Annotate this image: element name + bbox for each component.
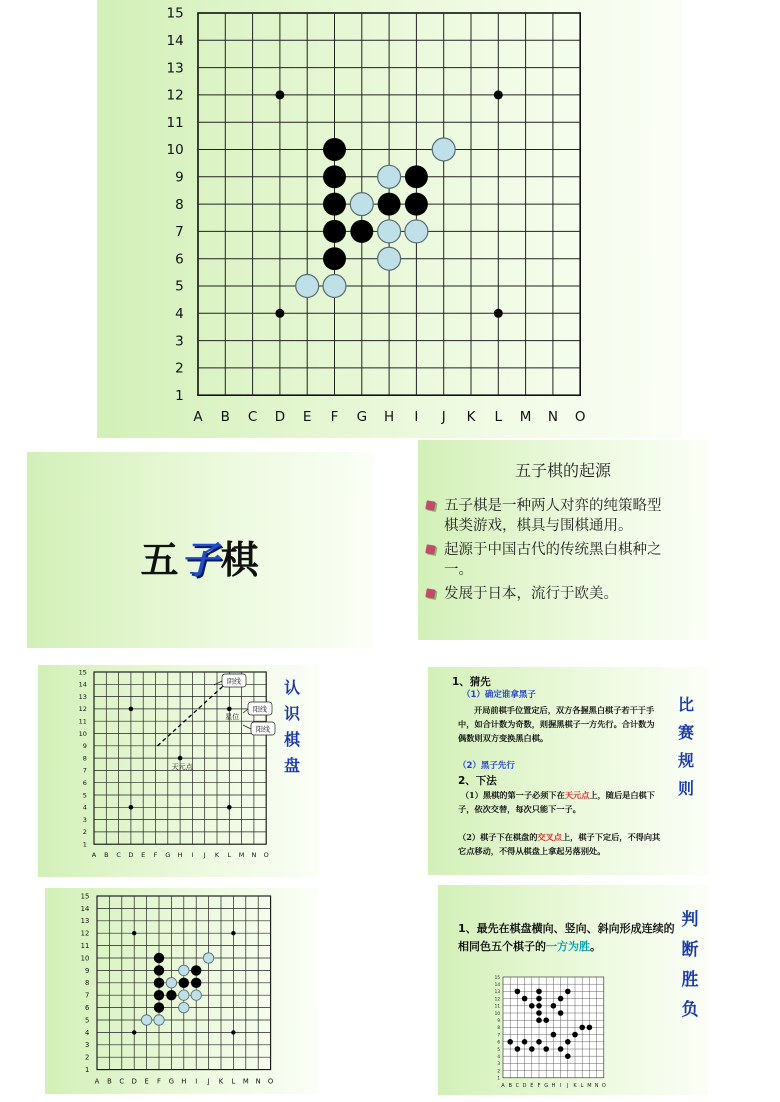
yang-line-label-2: 阳线 [256, 725, 270, 734]
mini-black-stone [536, 1039, 542, 1045]
mini-black-stone [558, 996, 564, 1002]
mini-black-stone [551, 1032, 557, 1038]
black-stone [191, 978, 201, 988]
row-label: 15 [78, 668, 87, 677]
row-label: 10 [80, 954, 90, 963]
mini-column-label: I [559, 1082, 562, 1089]
column-label: E [141, 851, 146, 860]
mini-row-label: 14 [494, 982, 500, 987]
slide-large-board [97, 0, 682, 438]
row-label: 7 [82, 766, 87, 775]
column-label: K [214, 851, 220, 860]
column-label: I [191, 851, 194, 860]
row-label: 15 [80, 892, 90, 901]
origin-list [426, 496, 671, 608]
row-label: 12 [80, 929, 90, 938]
mini-row-label: 4 [497, 1054, 500, 1059]
column-label: D [274, 409, 286, 426]
row-label: 4 [84, 1028, 90, 1037]
mini-column-label: H [551, 1082, 556, 1089]
bullet-icon [425, 500, 435, 510]
mini-column-label: B [508, 1082, 512, 1089]
black-stone [323, 138, 346, 161]
row-label: 5 [84, 1016, 90, 1025]
mini-black-stone [558, 1010, 564, 1016]
row-label: 9 [82, 742, 87, 751]
column-label: F [330, 409, 339, 426]
row-label: 13 [166, 60, 184, 77]
column-label: B [107, 1077, 112, 1086]
column-label: E [302, 409, 312, 426]
row-label: 1 [175, 387, 184, 404]
white-stone [179, 1002, 189, 1012]
mini-column-label: L [580, 1082, 584, 1089]
row-label: 3 [82, 815, 87, 824]
mini-row-label: 3 [497, 1061, 500, 1067]
black-stone [323, 165, 346, 188]
white-stone [179, 965, 189, 975]
row-label: 15 [166, 5, 184, 22]
star-point [275, 309, 284, 318]
star-point [494, 309, 503, 318]
mini-row-label: 2 [497, 1068, 500, 1074]
go-board-mini [438, 885, 708, 1095]
black-stone [323, 247, 346, 270]
bullet-icon [425, 544, 435, 554]
column-label: C [119, 1077, 125, 1086]
mini-row-label: 7 [497, 1032, 500, 1038]
column-label: B [220, 409, 230, 426]
column-label: N [255, 1077, 261, 1086]
row-label: 2 [82, 828, 87, 837]
black-stone [405, 193, 428, 216]
mini-black-stone [565, 989, 571, 995]
slide-small-board [45, 888, 318, 1094]
row-label: 7 [84, 991, 90, 1000]
mini-black-stone [579, 1025, 585, 1031]
row-label: 2 [84, 1053, 90, 1062]
white-stone [296, 275, 319, 298]
rule-para-1: 开局前棋手位置定后，双方各握黑白棋子若干于手中，如合计数为奇数，则握黑棋子一方先行。合计数为偶数则双方变换黑白棋。 [458, 705, 655, 743]
mini-row-label: 15 [494, 974, 500, 980]
black-stone [154, 990, 164, 1000]
column-label: M [238, 851, 245, 860]
column-label: J [203, 851, 206, 860]
row-label: 5 [175, 278, 184, 295]
win-text: 1、最先在棋盘横向、竖向、斜向形成连续的相同色五个棋子的一方为胜。 [458, 922, 675, 953]
star-point [129, 805, 134, 810]
column-label: A [91, 851, 97, 860]
black-stone [350, 220, 373, 243]
mini-column-label: F [537, 1082, 541, 1089]
rule-heading-2: 2、下法 [458, 775, 497, 787]
row-label: 7 [175, 224, 184, 241]
white-stone [166, 978, 176, 988]
white-stone [203, 953, 213, 963]
yang-line-label: 阳线 [253, 705, 267, 714]
origin-item: 发展于日本，流行于欧美。 [426, 584, 671, 604]
column-label: O [574, 409, 586, 426]
row-label: 5 [82, 791, 87, 800]
column-label: E [144, 1077, 149, 1086]
column-label: O [263, 851, 269, 860]
column-label: J [441, 409, 446, 426]
mini-column-label: C [515, 1082, 520, 1089]
row-label: 4 [82, 803, 87, 812]
row-label: 1 [82, 840, 87, 849]
star-point [231, 1030, 235, 1034]
mini-black-stone [515, 989, 521, 995]
origin-title: 五子棋的起源 [514, 461, 611, 480]
black-stone [191, 965, 201, 975]
origin-item: 五子棋是一种两人对弈的纯策略型棋类游戏，棋具与围棋通用。 [426, 496, 671, 536]
mini-black-stone [558, 1046, 564, 1052]
star-point [494, 90, 503, 99]
column-label: G [165, 851, 171, 860]
column-label: L [494, 409, 503, 426]
column-label: H [177, 851, 183, 860]
mini-black-stone [536, 1017, 542, 1023]
black-stone [323, 193, 346, 216]
go-board-annotated [38, 665, 319, 877]
star-point [227, 707, 232, 712]
black-stone [405, 165, 428, 188]
mini-black-stone [536, 1010, 542, 1016]
mini-black-stone [529, 1046, 535, 1052]
mini-row-label: 10 [494, 1010, 500, 1016]
mini-black-stone [587, 1025, 593, 1031]
row-label: 14 [166, 33, 184, 50]
title-char-1: 五 [140, 538, 181, 582]
white-stone [350, 193, 373, 216]
white-stone [154, 1015, 164, 1025]
yin-line-label: 阴线 [227, 677, 241, 686]
mini-column-label: E [530, 1082, 534, 1089]
win-vertical-title: 判 断 胜 负 [681, 910, 699, 1020]
column-label: D [128, 851, 134, 860]
column-label: G [356, 409, 368, 426]
row-label: 11 [166, 114, 184, 131]
row-label: 11 [80, 941, 90, 950]
black-stone [154, 1002, 164, 1012]
bullet-icon [425, 588, 435, 598]
column-label: A [94, 1077, 100, 1086]
mini-column-label: O [601, 1082, 606, 1089]
column-label: G [168, 1077, 175, 1086]
title-char-3: 棋 [220, 538, 261, 582]
mini-row-label: 5 [497, 1046, 500, 1052]
row-label: 1 [84, 1065, 90, 1074]
mini-column-label: K [573, 1082, 577, 1089]
tengen-label: 天元点 [171, 763, 193, 772]
row-label: 8 [175, 196, 184, 213]
row-label: 6 [175, 251, 184, 268]
mini-black-stone [543, 1017, 549, 1023]
white-stone [191, 990, 201, 1000]
rule-para-2: （1）黑棋的第一子必须下在天元点上，随后是白棋下子，依次交替，每次只能下一子。 [458, 790, 655, 814]
row-label: 10 [166, 142, 184, 159]
row-label: 13 [80, 917, 90, 926]
star-point [231, 931, 235, 935]
row-label: 6 [84, 1003, 90, 1012]
mini-black-stone [507, 1039, 513, 1045]
black-stone [323, 220, 346, 243]
black-stone [179, 978, 189, 988]
mini-black-stone [515, 1046, 521, 1052]
white-stone [141, 1015, 151, 1025]
white-stone [378, 220, 401, 243]
mini-black-stone [529, 1003, 535, 1009]
rule-sub-1: （1）确定谁拿黑子 [462, 690, 536, 700]
row-label: 8 [84, 979, 90, 988]
tengen-point [178, 756, 183, 761]
mini-row-label: 8 [497, 1025, 500, 1031]
title-char-2: 子 [180, 538, 221, 582]
column-label: M [242, 1077, 249, 1086]
star-point [132, 931, 136, 935]
slide-origin [418, 440, 708, 640]
black-stone [166, 990, 176, 1000]
mini-black-stone [551, 1003, 557, 1009]
row-label: 14 [78, 680, 87, 689]
mini-column-label: G [544, 1082, 549, 1089]
mini-row-label: 9 [497, 1018, 500, 1023]
star-point [129, 707, 134, 712]
white-stone [405, 220, 428, 243]
row-label: 4 [175, 306, 184, 323]
row-label: 3 [175, 333, 184, 350]
go-board-large [97, 0, 682, 438]
mini-black-stone [522, 996, 528, 1002]
rule-para-3: （2）棋子下在棋盘的交叉点上，棋子下定后，不得向其它点移动，不得从棋盘上拿起另落别处。 [458, 832, 661, 856]
column-label: H [181, 1077, 187, 1086]
column-label: F [153, 851, 158, 860]
mini-column-label: M [587, 1082, 592, 1089]
mini-row-label: 13 [494, 989, 500, 995]
white-stone [378, 247, 401, 270]
mini-black-stone [565, 1053, 571, 1059]
column-label: B [104, 851, 109, 860]
slide-win-condition [438, 885, 708, 1095]
mini-black-stone [536, 989, 542, 995]
row-label: 13 [78, 692, 87, 701]
column-label: K [466, 409, 476, 426]
mini-column-label: A [501, 1082, 505, 1089]
row-label: 11 [78, 717, 87, 726]
row-label: 6 [82, 778, 87, 787]
star-point [275, 90, 284, 99]
row-label: 2 [175, 360, 184, 377]
white-stone [179, 990, 189, 1000]
row-label: 9 [175, 169, 184, 186]
mini-row-label: 1 [497, 1075, 500, 1081]
column-label: I [195, 1077, 198, 1086]
mini-column-label: D [522, 1082, 527, 1089]
column-label: N [251, 851, 257, 860]
mini-column-label: J [567, 1082, 569, 1089]
row-label: 14 [80, 904, 90, 913]
black-stone [154, 953, 164, 963]
slide-title [27, 452, 374, 648]
row-label: 10 [78, 729, 87, 738]
row-label: 12 [78, 705, 87, 714]
black-stone [154, 978, 164, 988]
column-label: C [116, 851, 121, 860]
mini-black-stone [536, 996, 542, 1002]
column-label: N [547, 409, 558, 426]
column-label: C [247, 409, 258, 426]
callout-pointer [243, 725, 251, 729]
mini-black-stone [543, 1046, 549, 1052]
column-label: K [218, 1077, 224, 1086]
column-label: A [193, 409, 203, 426]
mini-row-label: 6 [497, 1039, 500, 1045]
star-point [132, 1030, 136, 1034]
rules-vertical-title: 比 赛 规 则 [677, 695, 694, 798]
row-label: 8 [82, 754, 87, 763]
mini-row-label: 11 [494, 1003, 500, 1009]
know-board-vertical-title: 认 识 棋 盘 [283, 678, 300, 775]
row-label: 9 [84, 966, 90, 975]
column-label: H [384, 409, 395, 426]
rule-sub-2: （2）黑子先行 [458, 761, 515, 771]
black-stone [378, 193, 401, 216]
column-label: O [267, 1077, 274, 1086]
mini-column-label: N [594, 1082, 599, 1089]
column-label: L [231, 1077, 236, 1086]
column-label: F [157, 1077, 161, 1086]
mini-row-label: 12 [494, 996, 500, 1002]
mini-black-stone [572, 1032, 578, 1038]
go-board-small [45, 888, 318, 1094]
white-stone [378, 165, 401, 188]
row-label: 3 [84, 1041, 90, 1050]
rule-heading-1: 1、猜先 [452, 676, 491, 688]
mini-black-stone [536, 1003, 542, 1009]
slide-know-board [38, 665, 319, 877]
black-stone [154, 965, 164, 975]
column-label: L [227, 851, 232, 860]
main-title [27, 529, 374, 584]
star-point [227, 805, 232, 810]
column-label: M [519, 409, 532, 426]
white-stone [432, 138, 455, 161]
column-label: J [207, 1077, 210, 1086]
callout-pointer [243, 709, 248, 713]
row-label: 12 [166, 87, 184, 104]
column-label: D [131, 1077, 137, 1086]
mini-black-stone [522, 1039, 528, 1045]
slide-rules [428, 667, 708, 875]
star-label: 星位 [225, 712, 240, 721]
mini-black-stone [565, 1039, 571, 1045]
white-stone [323, 275, 346, 298]
column-label: I [414, 409, 419, 426]
origin-item: 起源于中国古代的传统黑白棋种之一。 [426, 540, 671, 580]
